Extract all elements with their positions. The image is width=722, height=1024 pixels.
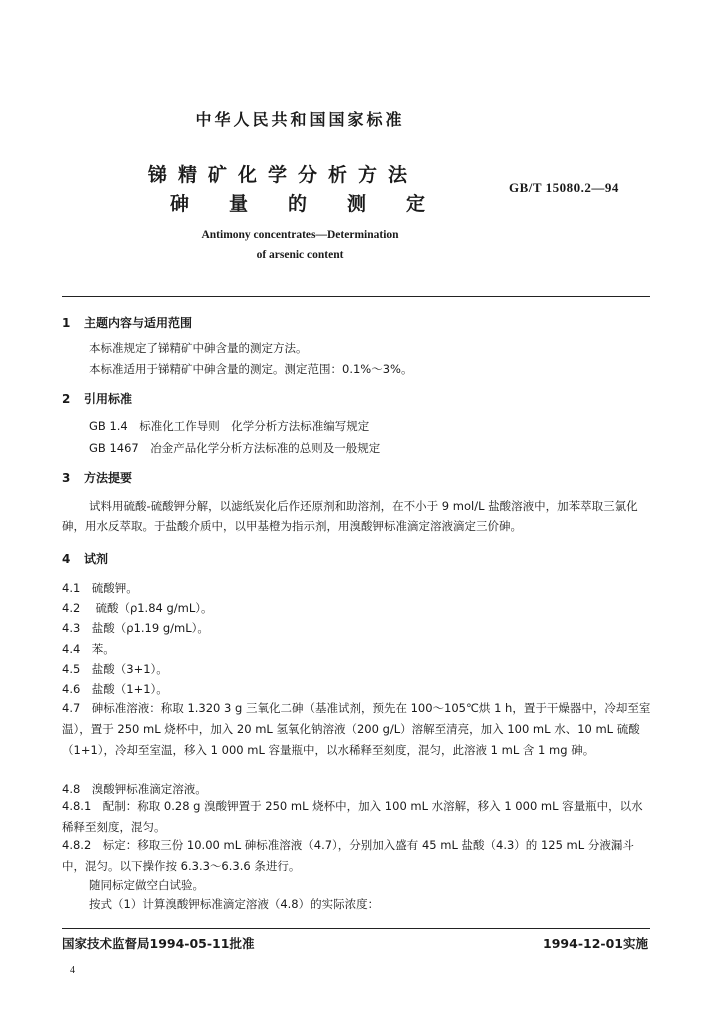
section-number: 3 xyxy=(62,471,71,485)
approval-date: 国家技术监督局1994-05-11批准 xyxy=(62,936,255,951)
issuing-country-heading: 中华人民共和国国家标准 xyxy=(195,110,405,129)
standard-code: GB/T 15080.2—94 xyxy=(509,180,619,195)
reagent-item: 4.1 硫酸钾。 xyxy=(62,581,138,595)
reagent-item: 4.7 砷标准溶液：称取 1.320 3 g 三氧化二砷（基准试剂，预先在 100～105℃烘 1 h，置于干燥器中，冷却至室温），置于 250 mL 烧杯中，加入 20 mL 氢氧化钠溶液（200 g/L）溶解至清亮，加入 100 mL 水、10 mL 硫酸（1+1），冷却至室温，移入 1 000 mL 容量瓶中，以水稀释至刻度，混匀，此溶液 1 mL 含 1 mg 砷。 xyxy=(62,701,651,757)
section-2-heading xyxy=(62,390,132,407)
paragraph: 随同标定做空白试验。 xyxy=(89,878,204,892)
reagent-item: 4.5 盐酸（3+1）。 xyxy=(62,662,168,676)
section-number: 2 xyxy=(62,392,71,406)
reagent-item: 4.6 盐酸（1+1）。 xyxy=(62,682,168,696)
standard-title-line-2: 砷量的测定 xyxy=(170,193,466,215)
page-number: 4 xyxy=(70,965,75,976)
reagent-item: 4.2 硫酸（ρ1.84 g/mL）。 xyxy=(62,601,213,615)
section-3-heading xyxy=(62,469,132,486)
english-title-line-2: of arsenic content xyxy=(256,249,344,261)
section-4-heading xyxy=(62,550,108,567)
reagent-item: 4.4 苯。 xyxy=(62,642,115,656)
section-title: 主题内容与适用范围 xyxy=(84,316,193,330)
paragraph: 本标准适用于锑精矿中砷含量的测定。测定范围：0.1%～3%。 xyxy=(89,362,413,376)
paragraph: 试料用硫酸-硫酸钾分解，以滤纸炭化后作还原剂和助溶剂，在不小于 9 mol/L 盐酸溶液中，加苯萃取三氯化砷，用水反萃取。于盐酸介质中，以甲基橙为指示剂，用溴酸钾标准滴定溶液滴定三价砷。 xyxy=(62,499,638,533)
section-1-heading xyxy=(62,314,192,331)
section-title: 试剂 xyxy=(84,552,109,566)
reference-item: GB 1.4 标准化工作导则 化学分析方法标准编写规定 xyxy=(89,419,370,433)
header-divider xyxy=(62,296,650,297)
implementation-date: 1994-12-01实施 xyxy=(543,936,648,951)
paragraph: 本标准规定了锑精矿中砷含量的测定方法。 xyxy=(89,341,308,355)
reagent-item: 4.8.1 配制：称取 0.28 g 溴酸钾置于 250 mL 烧杯中，加入 100 mL 水溶解，移入 1 000 mL 容量瓶中，以水稀释至刻度，混匀。 xyxy=(62,799,643,834)
section-title: 引用标准 xyxy=(84,392,133,406)
standard-title-line-1: 锑精矿化学分析方法 xyxy=(148,164,419,186)
footer-divider xyxy=(62,928,650,929)
reagent-item: 4.8 溴酸钾标准滴定溶液。 xyxy=(62,782,207,796)
reagent-item: 4.3 盐酸（ρ1.19 g/mL）。 xyxy=(62,621,209,635)
section-title: 方法提要 xyxy=(84,471,133,485)
english-title-line-1: Antimony concentrates—Determination xyxy=(201,229,399,241)
section-number: 1 xyxy=(62,316,71,330)
section-number: 4 xyxy=(62,552,71,566)
reference-item: GB 1467 冶金产品化学分析方法标准的总则及一般规定 xyxy=(89,441,381,455)
reagent-item: 4.8.2 标定：移取三份 10.00 mL 砷标准溶液（4.7），分别加入盛有 45 mL 盐酸（4.3）的 125 mL 分液漏斗中，混匀。以下操作按 6.3.3～6.3.6 条进行。 xyxy=(62,838,634,873)
paragraph: 按式（1）计算溴酸钾标准滴定溶液（4.8）的实际浓度： xyxy=(89,897,380,911)
